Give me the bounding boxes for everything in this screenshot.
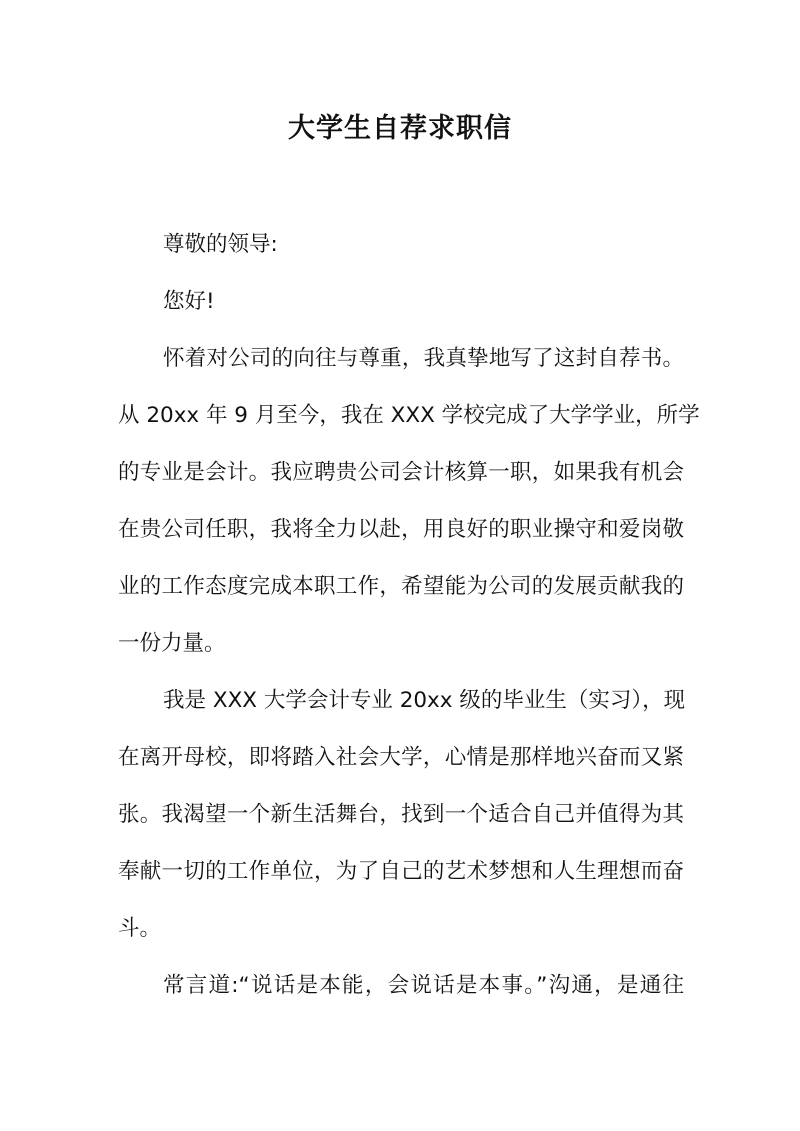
paragraph-line: 常言道:“说话是本能，会说话是本事。”沟通，是通往 [163,973,684,998]
paragraph-line: 奉献一切的工作单位，为了自己的艺术梦想和人生理想而奋 [118,859,684,884]
paragraph-line: 我是 XXX 大学会计专业 20xx 级的毕业生（实习），现 [163,688,686,713]
paragraph-line: 一份力量。 [118,631,226,656]
paragraph-line: 的专业是会计。我应聘贵公司会计核算一职，如果我有机会 [118,460,684,485]
paragraph-line: 从 20xx 年 9 月至今，我在 XXX 学校完成了大学学业，所学 [118,403,700,428]
paragraph-line: 在离开母校，即将踏入社会大学，心情是那样地兴奋而又紧 [118,745,684,770]
paragraph-line: 斗。 [118,916,162,941]
letter-body [118,228,700,1026]
paragraph-line: 在贵公司任职，我将全力以赴，用良好的职业操守和爱岗敬 [118,517,684,542]
salutation: 尊敬的领导: [163,232,278,257]
paragraph-line: 业的工作态度完成本职工作，希望能为公司的发展贡献我的 [118,574,684,599]
paragraph-line: 怀着对公司的向往与尊重，我真挚地写了这封自荐书。 [163,346,684,371]
document-title: 大学生自荐求职信 [288,113,512,144]
greeting: 您好! [163,289,215,314]
paragraph-line: 张。我渴望一个新生活舞台，找到一个适合自己并值得为其 [118,802,684,827]
